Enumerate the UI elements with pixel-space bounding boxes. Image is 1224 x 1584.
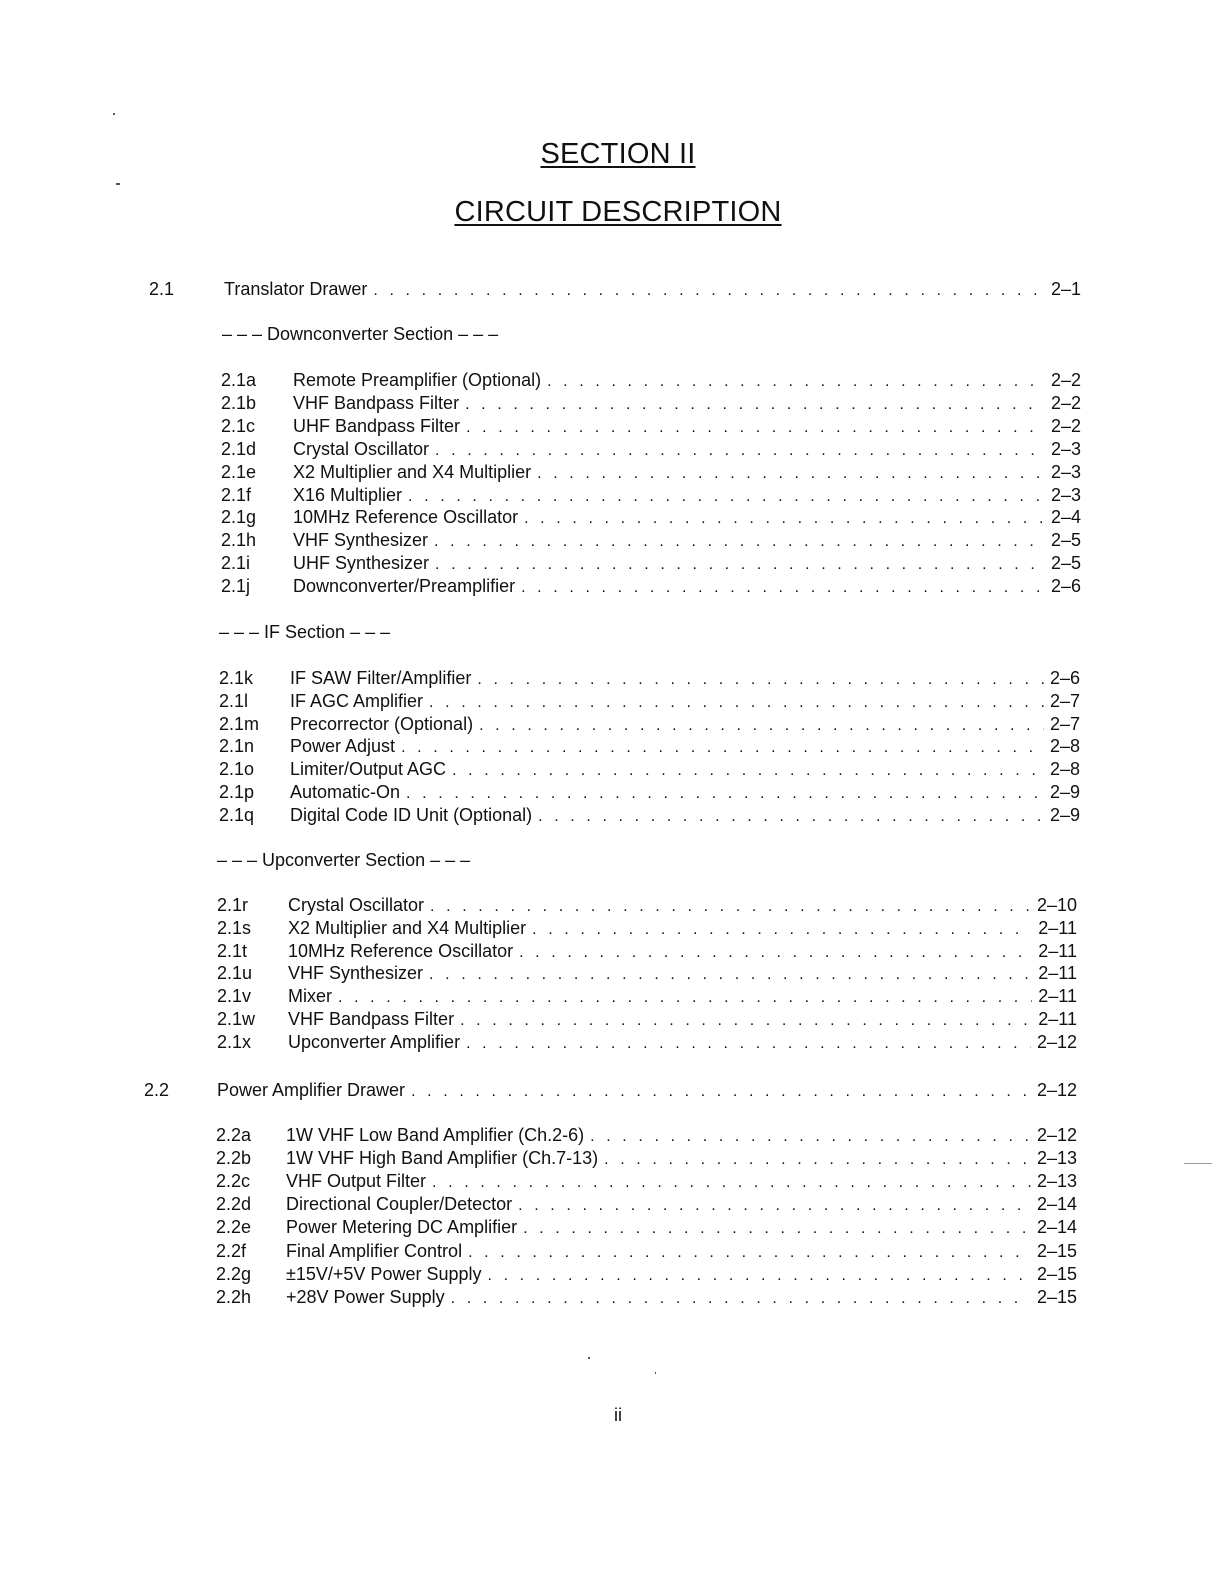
- toc-number: 2.1g: [221, 507, 257, 528]
- toc-page-number: 2–3: [1050, 438, 1081, 459]
- toc-entry: [216, 1170, 1077, 1194]
- toc-page-number: 2–10: [1036, 895, 1077, 915]
- toc-number: 2.1m: [219, 713, 260, 734]
- dot-leader: [466, 417, 1045, 439]
- page-number: ii: [614, 1405, 622, 1425]
- toc-page-number: 2–15: [1036, 1240, 1077, 1261]
- toc-page-number: 2–11: [1038, 940, 1077, 961]
- dot-leader: [479, 715, 1044, 737]
- toc-page-number: 2–2: [1050, 392, 1081, 413]
- dot-leader: [435, 440, 1045, 462]
- toc-number: 2.1s: [217, 917, 252, 938]
- dot-leader: [465, 394, 1045, 416]
- toc-number: 2.2: [144, 1080, 170, 1100]
- dot-leader: [521, 577, 1045, 599]
- toc-title: VHF Bandpass Filter: [288, 1009, 455, 1029]
- toc-page-number: 2–9: [1049, 782, 1080, 802]
- toc-title: IF AGC Amplifier: [290, 690, 424, 711]
- toc-number: 2.1w: [217, 1009, 256, 1029]
- toc-page-number: 2–15: [1036, 1263, 1077, 1284]
- toc-entry: [221, 392, 1081, 416]
- toc-title: Limiter/Output AGC: [290, 759, 447, 780]
- toc-number: 2.1k: [219, 668, 254, 688]
- toc-entry: [216, 1124, 1077, 1148]
- dot-leader: [488, 1265, 1031, 1287]
- scan-speck: [116, 183, 120, 185]
- toc-page-number: 2–1: [1050, 279, 1081, 299]
- toc-entry-2-2: [144, 1079, 1077, 1103]
- scan-speck: [655, 1372, 656, 1374]
- dot-leader: [518, 1195, 1031, 1217]
- toc-number: 2.1: [149, 279, 175, 299]
- dot-leader: [429, 964, 1032, 986]
- toc-number: 2.2b: [216, 1148, 252, 1169]
- toc-entry: [217, 917, 1077, 941]
- toc-entry: [217, 940, 1077, 964]
- toc-page-number: 2–12: [1036, 1031, 1077, 1052]
- toc-entry: [216, 1147, 1077, 1171]
- dot-leader: [406, 783, 1044, 805]
- toc-page-number: 2–9: [1049, 804, 1080, 825]
- toc-page-number: 2–11: [1038, 1009, 1077, 1029]
- toc-entry: [219, 713, 1080, 737]
- subsection-header-if: – – – IF Section – – –: [219, 622, 391, 642]
- toc-entry-2-1: [149, 278, 1081, 302]
- dot-leader: [429, 692, 1044, 714]
- toc-number: 2.2e: [216, 1217, 252, 1238]
- toc-title: 10MHz Reference Oscillator: [288, 940, 514, 961]
- toc-number: 2.1i: [221, 553, 251, 574]
- toc-page-number: 2–4: [1050, 507, 1081, 528]
- subsection-header-upconverter: – – – Upconverter Section – – –: [217, 850, 471, 870]
- toc-number: 2.2d: [216, 1194, 252, 1215]
- toc-title: Digital Code ID Unit (Optional): [290, 804, 533, 825]
- page-title: CIRCUIT DESCRIPTION: [454, 196, 782, 228]
- toc-title: Translator Drawer: [224, 279, 368, 299]
- toc-page-number: 2–8: [1049, 759, 1080, 780]
- toc-entry: [216, 1216, 1077, 1240]
- toc-title: Crystal Oscillator: [293, 438, 430, 459]
- toc-title: Power Adjust: [290, 736, 396, 757]
- toc-number: 2.1l: [219, 690, 249, 711]
- toc-page-number: 2–12: [1036, 1125, 1077, 1145]
- toc-title: UHF Bandpass Filter: [293, 415, 461, 436]
- toc-title: 1W VHF Low Band Amplifier (Ch.2-6): [286, 1125, 585, 1145]
- toc-title: VHF Synthesizer: [288, 963, 424, 984]
- toc-number: 2.1p: [219, 782, 255, 802]
- toc-page-number: 2–3: [1050, 484, 1081, 505]
- toc-number: 2.1h: [221, 530, 257, 551]
- toc-title: IF SAW Filter/Amplifier: [290, 668, 472, 688]
- toc-number: 2.1f: [221, 484, 252, 505]
- section-heading: SECTION II: [540, 138, 696, 170]
- dot-leader: [432, 1172, 1031, 1194]
- toc-number: 2.1a: [221, 370, 257, 390]
- toc-entry: [221, 552, 1081, 576]
- toc-entry: [221, 484, 1081, 508]
- toc-number: 2.1o: [219, 759, 255, 780]
- toc-page-number: 2–15: [1036, 1286, 1077, 1307]
- dot-leader: [451, 1288, 1031, 1310]
- toc-number: 2.1n: [219, 736, 255, 757]
- toc-page-number: 2–11: [1038, 917, 1077, 938]
- toc-title: ±15V/+5V Power Supply: [286, 1263, 482, 1284]
- toc-title: X2 Multiplier and X4 Multiplier: [288, 917, 527, 938]
- toc-page-number: 2–14: [1036, 1194, 1077, 1215]
- toc-number: 2.2a: [216, 1125, 252, 1145]
- toc-number: 2.1e: [221, 461, 257, 482]
- toc-number: 2.1j: [221, 576, 251, 597]
- toc-entry: [219, 735, 1080, 759]
- toc-entry: [221, 369, 1081, 393]
- dot-leader: [532, 919, 1032, 941]
- toc-title: VHF Synthesizer: [293, 530, 429, 551]
- dot-leader: [524, 508, 1045, 530]
- toc-page-number: 2–5: [1050, 530, 1081, 551]
- dot-leader: [537, 463, 1045, 485]
- toc-entry: [217, 1008, 1077, 1032]
- dot-leader: [338, 987, 1032, 1009]
- toc-page-number: 2–5: [1050, 553, 1081, 574]
- toc-number: 2.1u: [217, 963, 253, 984]
- toc-page-number: 2–13: [1036, 1148, 1077, 1169]
- toc-entry: [217, 894, 1077, 918]
- toc-title: Mixer: [288, 986, 332, 1007]
- dot-leader: [604, 1149, 1031, 1171]
- toc-title: 1W VHF High Band Amplifier (Ch.7-13): [286, 1148, 599, 1169]
- toc-entry: [221, 438, 1081, 462]
- toc-page-number: 2–7: [1049, 713, 1080, 734]
- toc-entry: [216, 1193, 1077, 1217]
- toc-page-number: 2–7: [1049, 690, 1080, 711]
- toc-number: 2.1r: [217, 895, 249, 915]
- toc-entry: [219, 781, 1080, 805]
- toc-entry: [216, 1263, 1077, 1287]
- dot-leader: [408, 486, 1045, 508]
- toc-entry: [217, 962, 1077, 986]
- toc-number: 2.2c: [216, 1171, 251, 1192]
- dot-leader: [547, 371, 1045, 393]
- dot-leader: [401, 737, 1044, 759]
- scan-speck: [1184, 1163, 1212, 1164]
- toc-title: Final Amplifier Control: [286, 1240, 463, 1261]
- dot-leader: [477, 669, 1044, 691]
- toc-page-number: 2–6: [1050, 576, 1081, 597]
- toc-title: X2 Multiplier and X4 Multiplier: [293, 461, 532, 482]
- dot-leader: [430, 896, 1031, 918]
- toc-entry: [219, 804, 1080, 828]
- toc-title: VHF Bandpass Filter: [293, 392, 460, 413]
- toc-page-number: 2–8: [1049, 736, 1080, 757]
- dot-leader: [519, 942, 1032, 964]
- toc-title: Remote Preamplifier (Optional): [293, 370, 542, 390]
- dot-leader: [523, 1218, 1031, 1240]
- toc-number: 2.2h: [216, 1286, 252, 1307]
- toc-number: 2.2f: [216, 1240, 247, 1261]
- toc-entry: [221, 415, 1081, 439]
- toc-entry: [221, 461, 1081, 485]
- toc-title: VHF Output Filter: [286, 1171, 427, 1192]
- toc-entry: [219, 758, 1080, 782]
- toc-number: 2.1v: [217, 986, 252, 1007]
- toc-page-number: 2–2: [1050, 415, 1081, 436]
- toc-title: Downconverter/Preamplifier: [293, 576, 516, 597]
- dot-leader: [538, 806, 1044, 828]
- toc-number: 2.1c: [221, 415, 256, 436]
- subsection-header-downconverter: – – – Downconverter Section – – –: [222, 324, 499, 344]
- dot-leader: [435, 554, 1045, 576]
- dot-leader: [373, 280, 1045, 302]
- toc-title: Crystal Oscillator: [288, 895, 425, 915]
- dot-leader: [468, 1242, 1031, 1264]
- toc-title: 10MHz Reference Oscillator: [293, 507, 519, 528]
- toc-title: UHF Synthesizer: [293, 553, 430, 574]
- toc-entry: [217, 985, 1077, 1009]
- toc-entry: [221, 575, 1081, 599]
- toc-title: Upconverter Amplifier: [288, 1031, 461, 1052]
- toc-page-number: 2–13: [1036, 1171, 1077, 1192]
- toc-title: Directional Coupler/Detector: [286, 1194, 513, 1215]
- toc-page-number: 2–11: [1038, 963, 1077, 984]
- scan-speck: [113, 113, 115, 115]
- toc-number: 2.1b: [221, 392, 257, 413]
- toc-page-number: 2–11: [1038, 986, 1077, 1007]
- dot-leader: [460, 1010, 1032, 1032]
- toc-number: 2.2g: [216, 1263, 252, 1284]
- toc-title: X16 Multiplier: [293, 484, 403, 505]
- toc-title: +28V Power Supply: [286, 1286, 445, 1307]
- toc-page-number: 2–2: [1050, 370, 1081, 390]
- toc-page-number: 2–12: [1036, 1080, 1077, 1100]
- toc-number: 2.1x: [217, 1031, 252, 1052]
- toc-page-number: 2–3: [1050, 461, 1081, 482]
- toc-title: Automatic-On: [290, 782, 401, 802]
- dot-leader: [452, 760, 1044, 782]
- toc-entry: [219, 690, 1080, 714]
- dot-leader: [466, 1033, 1031, 1055]
- toc-number: 2.1q: [219, 804, 255, 825]
- dot-leader: [590, 1126, 1031, 1148]
- toc-entry: [216, 1286, 1077, 1310]
- toc-title: Power Metering DC Amplifier: [286, 1217, 518, 1238]
- scan-speck: [588, 1357, 590, 1359]
- toc-page-number: 2–14: [1036, 1217, 1077, 1238]
- dot-leader: [411, 1081, 1031, 1103]
- toc-entry: [221, 506, 1081, 530]
- toc-number: 2.1t: [217, 940, 248, 961]
- toc-entry: [219, 667, 1080, 691]
- toc-number: 2.1d: [221, 438, 257, 459]
- dot-leader: [434, 531, 1045, 553]
- toc-title: Precorrector (Optional): [290, 713, 474, 734]
- toc-title: Power Amplifier Drawer: [217, 1080, 406, 1100]
- toc-page-number: 2–6: [1049, 668, 1080, 688]
- toc-entry: [221, 529, 1081, 553]
- toc-entry: [216, 1240, 1077, 1264]
- toc-entry: [217, 1031, 1077, 1055]
